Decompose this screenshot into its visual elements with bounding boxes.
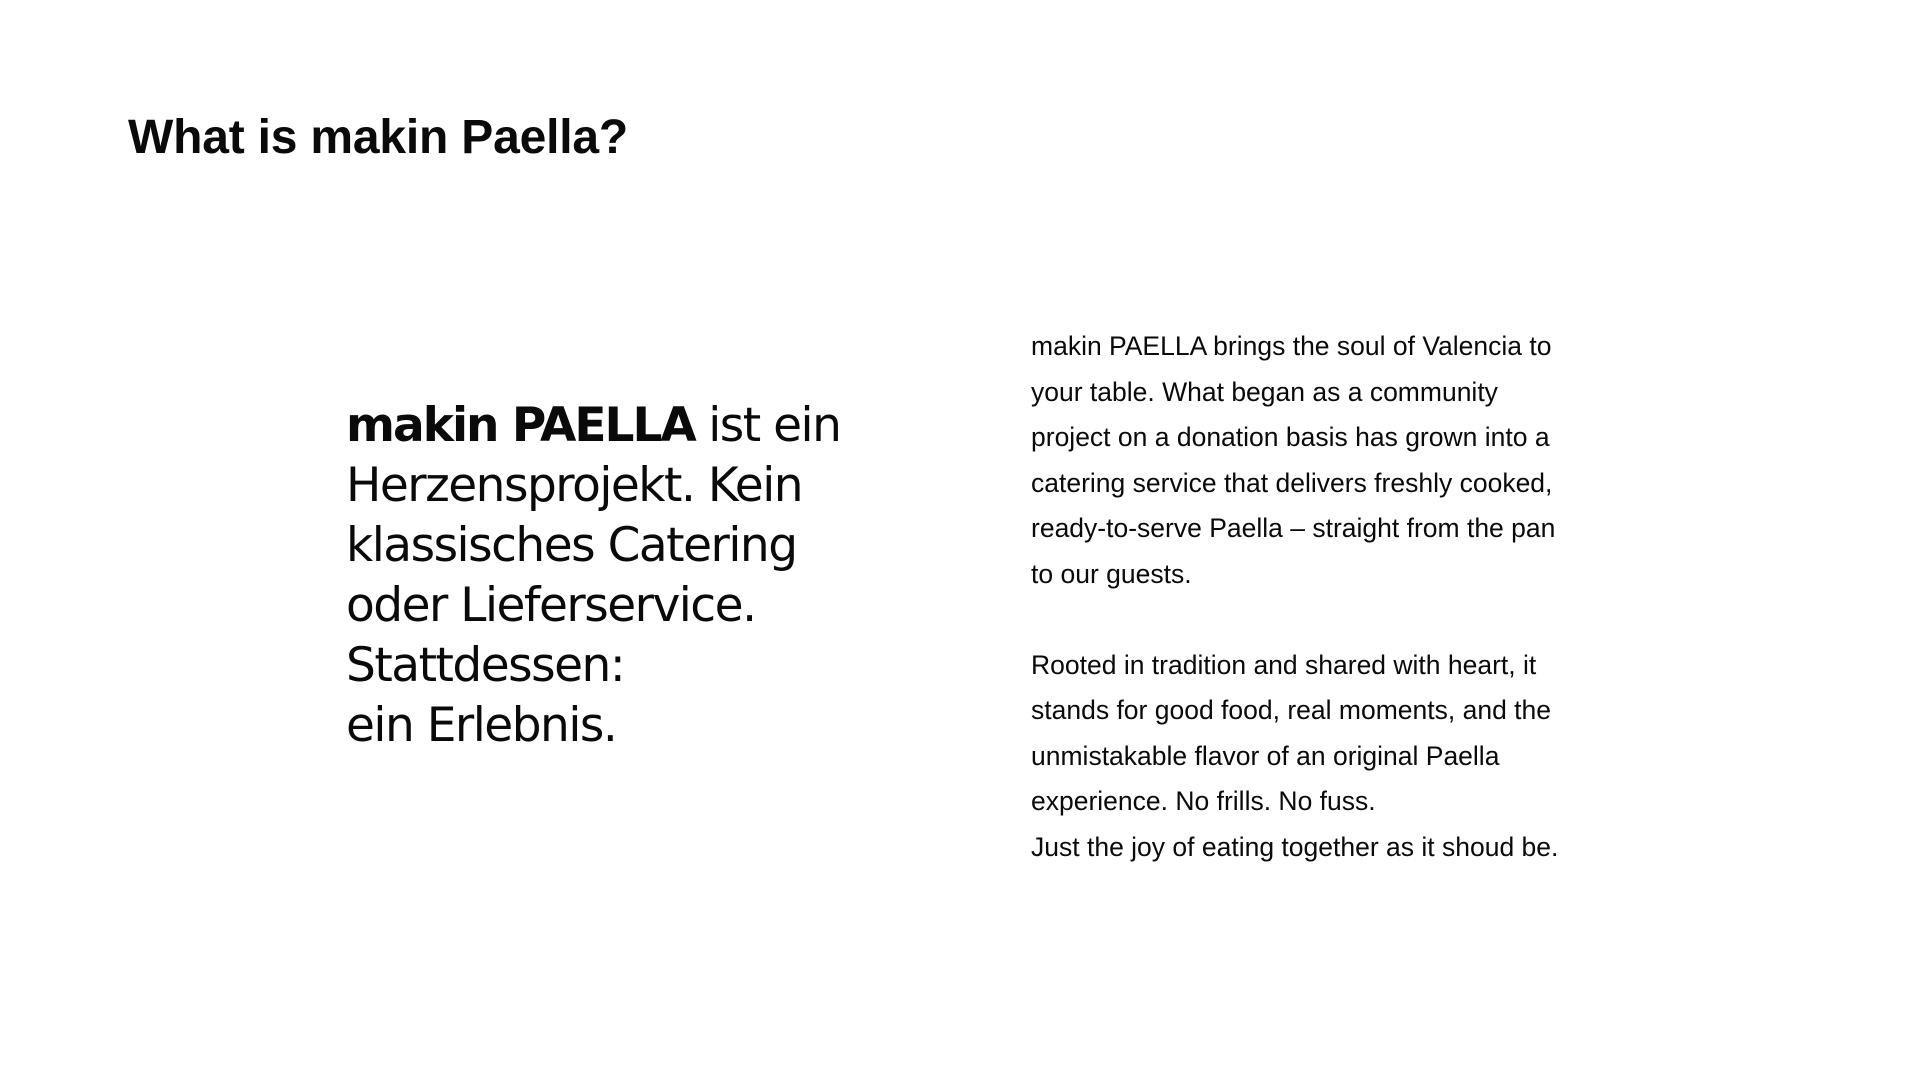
paragraph-spacer bbox=[1031, 597, 1651, 643]
lead-line: Herzensprojekt. Kein bbox=[346, 458, 803, 513]
lead-statement bbox=[346, 396, 906, 756]
text-line: catering service that delivers freshly cooked, bbox=[1031, 467, 1553, 498]
lead-line: oder Lieferservice. bbox=[346, 578, 756, 633]
text-line: experience. No frills. No fuss. bbox=[1031, 786, 1376, 816]
description-paragraph-1 bbox=[1031, 324, 1651, 597]
lead-line bbox=[346, 396, 906, 456]
text-line: ready-to-serve Paella – straight from the pan bbox=[1031, 513, 1556, 543]
text-line: makin PAELLA brings the soul of Valencia to bbox=[1031, 331, 1552, 361]
text-line: to our guests. bbox=[1031, 558, 1192, 589]
text-line: your table. What began as a community bbox=[1031, 376, 1498, 407]
text-line: Rooted in tradition and shared with heart, it bbox=[1031, 649, 1537, 680]
description-column bbox=[1031, 324, 1651, 870]
text-line: unmistakable flavor of an original Paella bbox=[1031, 740, 1500, 771]
text-line: project on a donation basis has grown into a bbox=[1031, 422, 1550, 452]
text-line: stands for good food, real moments, and the bbox=[1031, 695, 1552, 725]
lead-line: Stattdessen: bbox=[346, 638, 625, 693]
text-line: Just the joy of eating together as it shoud be. bbox=[1031, 831, 1559, 862]
lead-line: ein Erlebnis. bbox=[346, 698, 617, 753]
lead-line-rest: ist ein bbox=[694, 398, 841, 453]
brand-name: makin PAELLA bbox=[346, 398, 695, 453]
page-title: What is makin Paella? bbox=[128, 111, 628, 164]
lead-line: klassisches Catering bbox=[346, 518, 797, 573]
description-paragraph-2 bbox=[1031, 643, 1651, 871]
